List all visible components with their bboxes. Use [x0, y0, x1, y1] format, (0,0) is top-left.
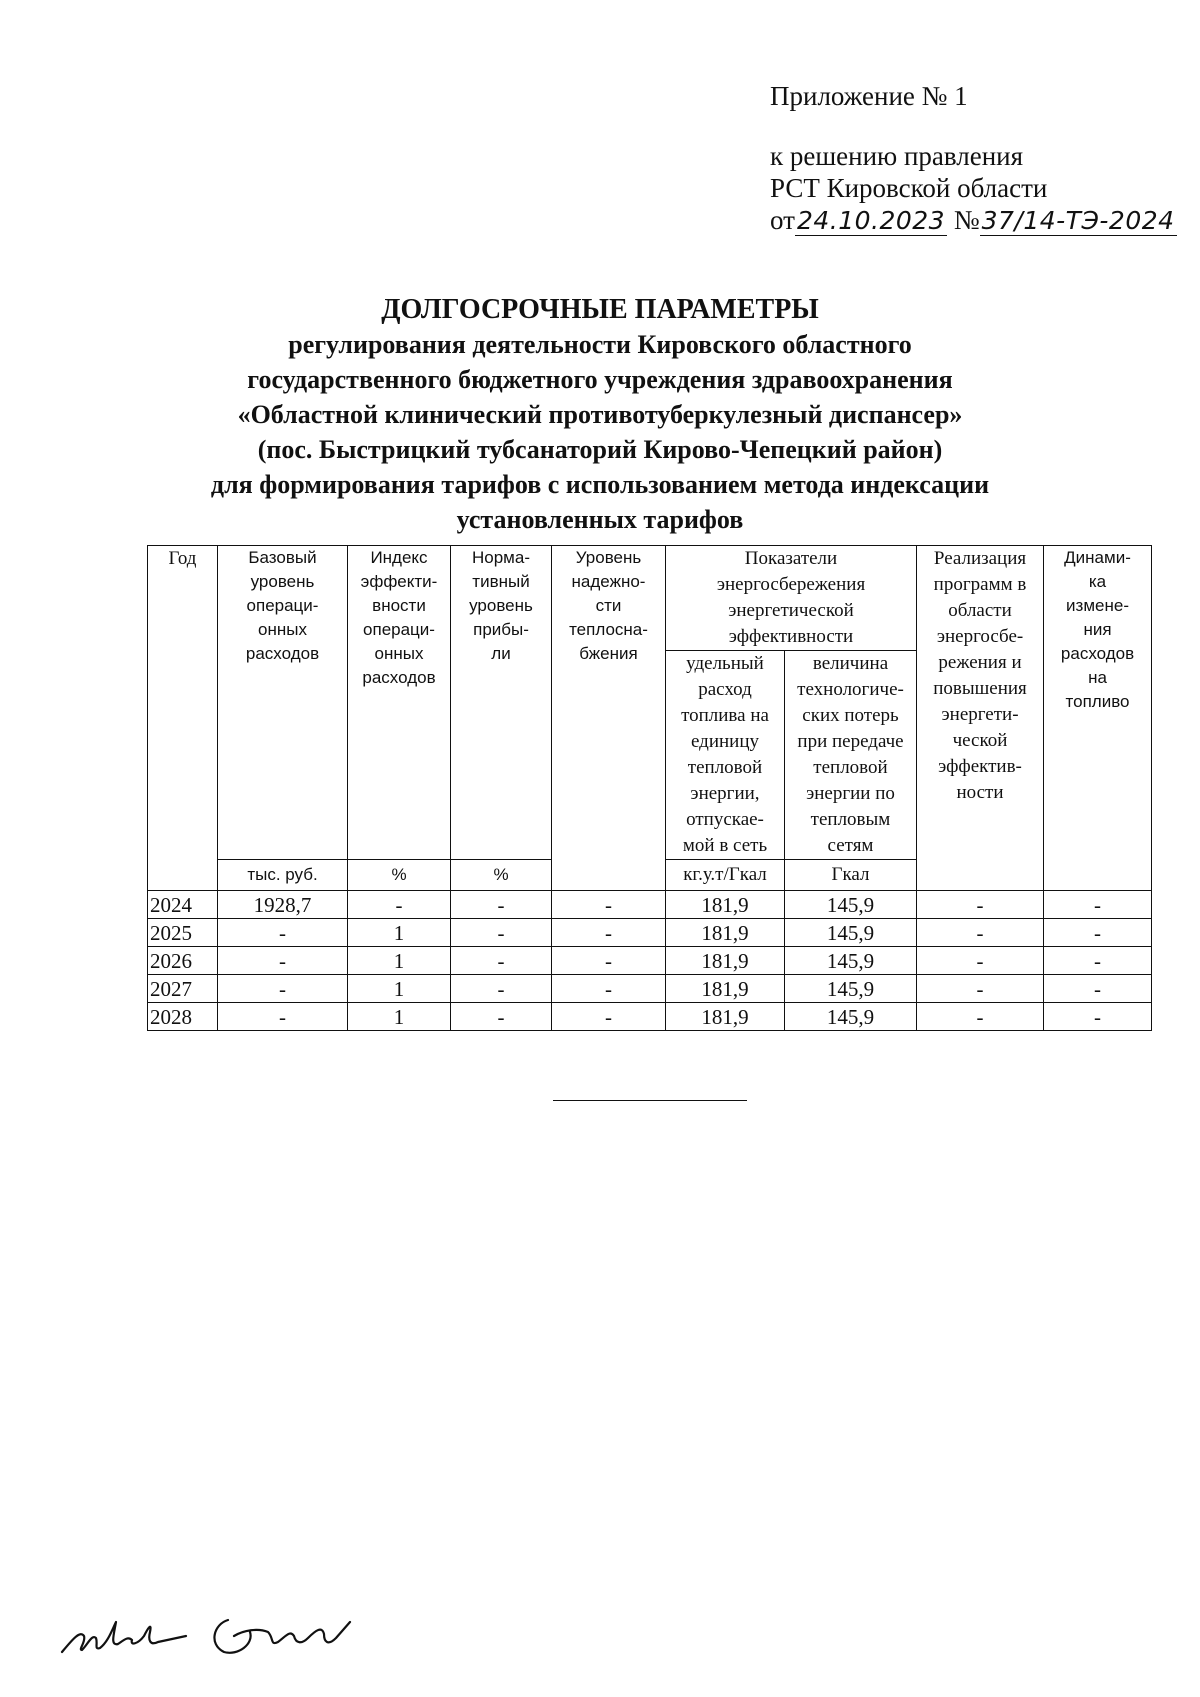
title-line-3: «Областной клинический противотуберкулезный диспансер»	[237, 400, 963, 429]
cell-year: 2027	[148, 975, 218, 1003]
title-line-5: для формирования тарифов с использованием метода индексации	[210, 470, 990, 499]
header-energy-group: Показатели энергосбережения энергетической эффективности	[666, 546, 917, 651]
cell-dynamics: -	[1044, 947, 1152, 975]
header-year: Год	[148, 546, 218, 891]
title-main: ДОЛГОСРОЧНЫЕ ПАРАМЕТРЫ	[381, 294, 819, 325]
document-title	[0, 292, 1200, 537]
appendix-block	[770, 80, 1177, 237]
header-losses: величина технологиче- ских потерь при передаче тепловой энергии по тепловым сетям	[785, 651, 917, 860]
appendix-title: Приложение № 1	[770, 81, 968, 111]
cell-base: -	[218, 1003, 348, 1031]
decision-date: 24.10.2023	[796, 206, 946, 235]
header-fuel: удельный расход топлива на единицу тепловой энергии, отпускае- мой в сеть	[666, 651, 785, 860]
cell-losses: 145,9	[785, 947, 917, 975]
cell-programs: -	[917, 947, 1044, 975]
cell-dynamics: -	[1044, 919, 1152, 947]
cell-dynamics: -	[1044, 891, 1152, 919]
cell-fuel: 181,9	[666, 919, 785, 947]
cell-dynamics: -	[1044, 975, 1152, 1003]
cell-profit: -	[451, 1003, 552, 1031]
unit-base: тыс. руб.	[218, 860, 348, 891]
cell-index: -	[348, 891, 451, 919]
cell-index: 1	[348, 975, 451, 1003]
unit-losses: Гкал	[785, 860, 917, 891]
cell-losses: 145,9	[785, 891, 917, 919]
cell-index: 1	[348, 919, 451, 947]
cell-year: 2028	[148, 1003, 218, 1031]
unit-profit: %	[451, 860, 552, 891]
date-prefix: от	[770, 205, 795, 235]
appendix-line-2: РСТ Кировской области	[770, 173, 1048, 203]
cell-reliability: -	[552, 947, 666, 975]
cell-base: -	[218, 919, 348, 947]
cell-year: 2024	[148, 891, 218, 919]
cell-year: 2025	[148, 919, 218, 947]
header-reliability: Уровень надежно- сти теплосна- бжения	[552, 546, 666, 891]
header-row-1	[148, 546, 1152, 651]
number-prefix: №	[953, 205, 980, 235]
title-line-1: регулирования деятельности Кировского областного	[288, 330, 912, 359]
cell-fuel: 181,9	[666, 1003, 785, 1031]
cell-programs: -	[917, 1003, 1044, 1031]
cell-year: 2026	[148, 947, 218, 975]
separator-line	[553, 1100, 747, 1101]
unit-fuel: кг.у.т/Гкал	[666, 860, 785, 891]
cell-index: 1	[348, 1003, 451, 1031]
cell-base: -	[218, 975, 348, 1003]
cell-losses: 145,9	[785, 975, 917, 1003]
header-profit: Норма- тивный уровень прибы- ли	[451, 546, 552, 860]
cell-programs: -	[917, 891, 1044, 919]
decision-number: 37/14-ТЭ-2024	[981, 206, 1175, 235]
cell-fuel: 181,9	[666, 947, 785, 975]
cell-profit: -	[451, 891, 552, 919]
handwritten-signatures	[58, 1600, 388, 1662]
cell-losses: 145,9	[785, 1003, 917, 1031]
appendix-line-1: к решению правления	[770, 141, 1024, 171]
cell-profit: -	[451, 975, 552, 1003]
unit-index: %	[348, 860, 451, 891]
cell-base: -	[218, 947, 348, 975]
header-programs: Реализация программ в области энергосбе- режения и повышения энергети- ческой эффектив- ности	[917, 546, 1044, 891]
title-line-2: государственного бюджетного учреждения здравоохранения	[247, 365, 953, 394]
cell-programs: -	[917, 919, 1044, 947]
title-line-4: (пос. Быстрицкий тубсанаторий Кирово-Чепецкий район)	[257, 435, 943, 464]
table-row	[148, 975, 1152, 1003]
cell-profit: -	[451, 919, 552, 947]
header-index: Индекс эффекти- вности операци- онных расходов	[348, 546, 451, 860]
cell-profit: -	[451, 947, 552, 975]
table-row	[148, 1003, 1152, 1031]
table-row	[148, 947, 1152, 975]
cell-base: 1928,7	[218, 891, 348, 919]
cell-programs: -	[917, 975, 1044, 1003]
cell-fuel: 181,9	[666, 891, 785, 919]
table-row	[148, 891, 1152, 919]
cell-reliability: -	[552, 919, 666, 947]
parameters-table	[147, 545, 1152, 1031]
cell-reliability: -	[552, 1003, 666, 1031]
table-row	[148, 919, 1152, 947]
cell-reliability: -	[552, 975, 666, 1003]
cell-dynamics: -	[1044, 1003, 1152, 1031]
header-dynamics: Динами- ка измене- ния расходов на топливо	[1044, 546, 1152, 891]
title-line-6: установленных тарифов	[456, 505, 744, 534]
cell-index: 1	[348, 947, 451, 975]
appendix-date-line	[770, 204, 1177, 237]
cell-reliability: -	[552, 891, 666, 919]
cell-losses: 145,9	[785, 919, 917, 947]
header-base: Базовый уровень операци- онных расходов	[218, 546, 348, 860]
cell-fuel: 181,9	[666, 975, 785, 1003]
